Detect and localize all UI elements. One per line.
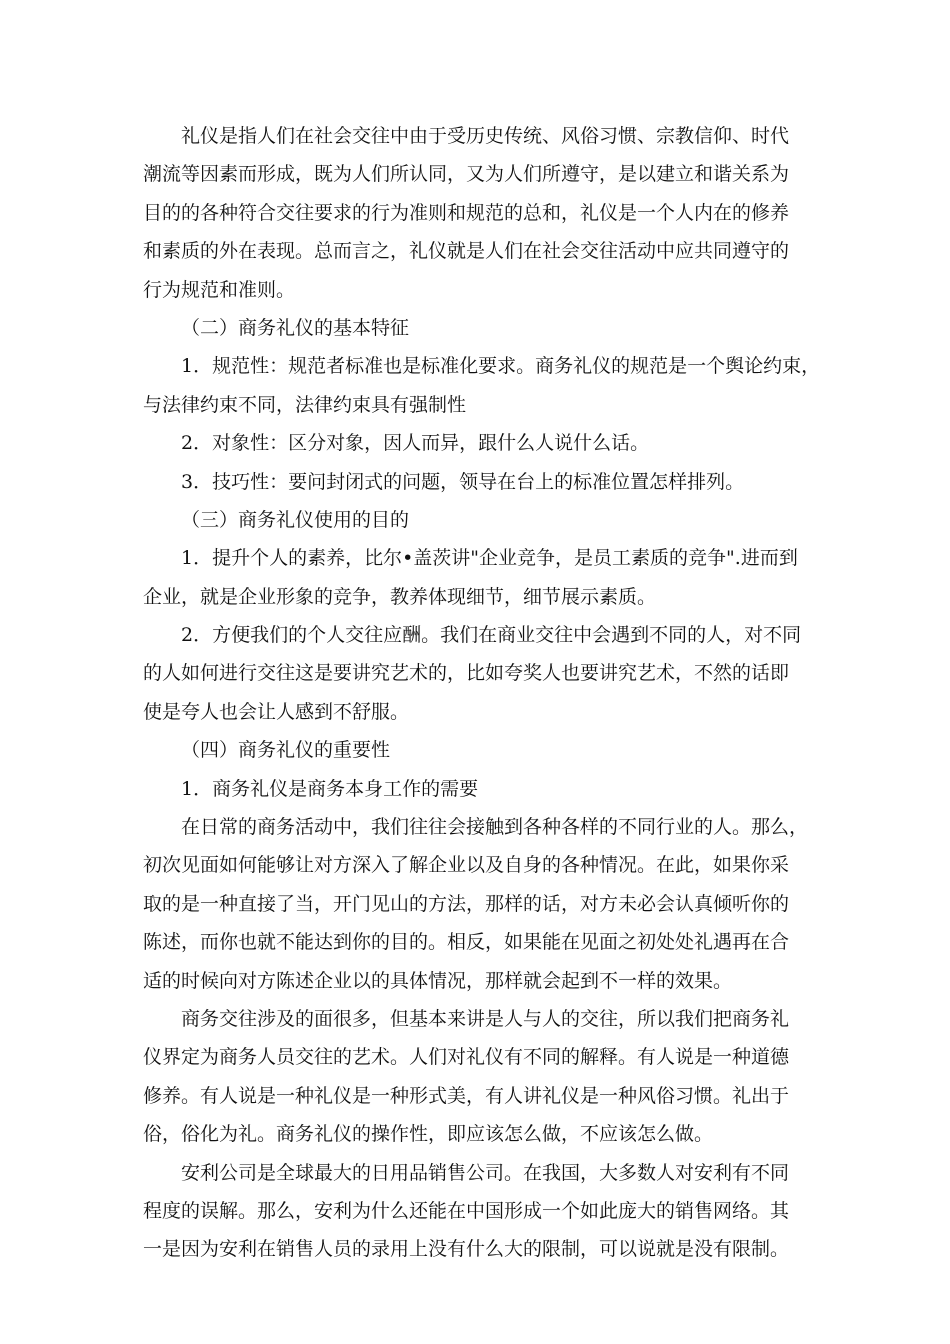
text-line: 一是因为安利在销售人员的录用上没有什么大的限制，可以说就是没有限制。 (143, 1238, 790, 1261)
text-line: 潮流等因素而形成，既为人们所认同，又为人们所遵守，是以建立和谐关系为 (143, 163, 790, 186)
section-heading: （四）商务礼仪的重要性 (181, 739, 391, 762)
text-line: 和素质的外在表现。总而言之，礼仪就是人们在社会交往活动中应共同遵守的 (143, 240, 790, 263)
section-heading: （三）商务礼仪使用的目的 (181, 508, 410, 531)
list-item: 1．提升个人的素养，比尔•盖茨讲"企业竞争，是员工素质的竞争".进而到 (181, 547, 798, 570)
text-line: 俗，俗化为礼。商务礼仪的操作性，即应该怎么做，不应该怎么做。 (143, 1123, 714, 1146)
text-line: 行为规范和准则。 (143, 278, 296, 301)
text-line: 适的时候向对方陈述企业以的具体情况，那样就会起到不一样的效果。 (143, 969, 733, 992)
text-line: 仪界定为商务人员交往的艺术。人们对礼仪有不同的解释。有人说是一种道德 (143, 1046, 790, 1069)
text-line: 的人如何进行交往这是要讲究艺术的，比如夸奖人也要讲究艺术，不然的话即 (143, 662, 790, 685)
text-line: 程度的误解。那么，安利为什么还能在中国形成一个如此庞大的销售网络。其 (143, 1199, 790, 1222)
list-item: 2．对象性：区分对象，因人而异，跟什么人说什么话。 (181, 432, 650, 455)
list-item: 1．规范性：规范者标准也是标准化要求。商务礼仪的规范是一个舆论约束， (181, 355, 821, 378)
text-line: 取的是一种直接了当，开门见山的方法，那样的话，对方未必会认真倾听你的 (143, 892, 790, 915)
text-line: 与法律约束不同，法律约束具有强制性 (143, 393, 467, 416)
text-line: 礼仪是指人们在社会交往中由于受历史传统、风俗习惯、宗教信仰、时代 (181, 125, 790, 147)
text-line: 商务交往涉及的面很多，但基本来讲是人与人的交往，所以我们把商务礼 (181, 1007, 790, 1030)
section-heading: （二）商务礼仪的基本特征 (181, 316, 410, 339)
list-item: 1．商务礼仪是商务本身工作的需要 (181, 777, 479, 800)
text-line: 在日常的商务活动中，我们往往会接触到各种各样的不同行业的人。那么， (181, 816, 809, 839)
text-line: 安利公司是全球最大的日用品销售公司。在我国，大多数人对安利有不同 (181, 1161, 790, 1184)
text-line: 陈述，而你也就不能达到你的目的。相反，如果能在见面之初处处礼遇再在合 (143, 931, 790, 954)
list-item: 3．技巧性：要问封闭式的问题，领导在台上的标准位置怎样排列。 (181, 470, 745, 493)
text-line: 企业，就是企业形象的竞争，教养体现细节，细节展示素质。 (143, 585, 657, 608)
list-item: 2．方便我们的个人交往应酬。我们在商业交往中会遇到不同的人，对不同 (181, 624, 802, 647)
text-line: 目的的各种符合交往要求的行为准则和规范的总和，礼仪是一个人内在的修养 (143, 201, 790, 224)
document-body (143, 117, 823, 1269)
text-line: 初次见面如何能够让对方深入了解企业以及自身的各种情况。在此，如果你采 (143, 854, 790, 877)
text-line: 修养。有人说是一种礼仪是一种形式美，有人讲礼仪是一种风俗习惯。礼出于 (143, 1084, 790, 1107)
text-line: 使是夸人也会让人感到不舒服。 (143, 700, 410, 723)
